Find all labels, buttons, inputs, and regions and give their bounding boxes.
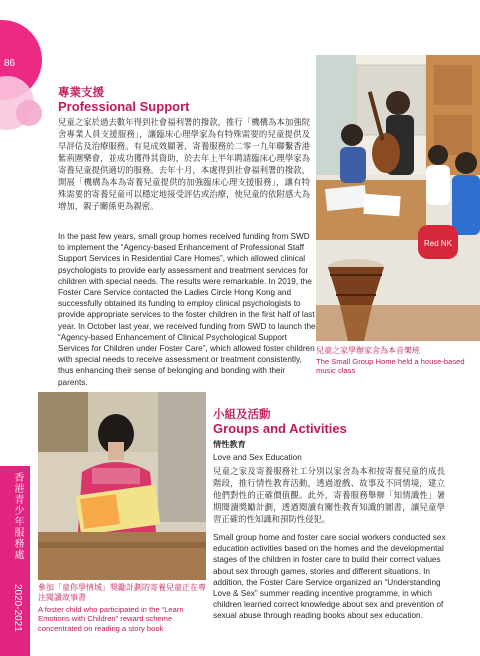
sidebar-year: 2020-2021 [12,584,23,632]
section2-title-cn: 小組及活動 [213,407,271,421]
sidebar-band [0,466,30,656]
photo1-caption-en: The Small Group Home held a house-based music class [316,357,465,376]
section1-title-en: Professional Support [58,99,190,114]
section2-title-en: Groups and Activities [213,421,347,436]
drum-label: Red NK [424,239,453,248]
section2-body-en: Small group home and foster care social workers conducted sex education activities based on the homes and the developmental stages of the children in foster care to build their correct values about sex through games, stories and different situations. In addition, the Foster Care Service organized an “Understanding Love & Sex” summer reading incentive programme, in which children learned correct knowledge about sex and prevention of sexual abuse through reading books about sex education. [213,533,446,621]
section2-subtitle-en: Love and Sex Education [213,453,302,462]
section2-body-cn: 兒童之家及寄養服務社工分別以家舍為本和按寄養兒童的成長階段，推行情性教育活動，透過遊戲、故事及不同情境，建立他們對性的正確價值觀。此外，寄養服務舉辦「知情識性」暑期閱讀獎勵計劃，透過閱讀有關性教育知識的圖書，讓兒童學習正確的性知識和預防性侵犯。 [213,466,445,524]
page-number: 86 [4,58,16,69]
reading-child-photo [38,392,206,580]
music-class-photo [316,55,480,341]
sidebar-org-name: 香港青少年服務處 [12,472,23,560]
section2-subtitle-cn: 情性教育 [213,439,246,449]
reading-child-illustration [38,392,206,580]
section1-title-cn: 專業支援 [58,85,104,99]
photo2-caption-en: A foster child who participated in the “Learn Emotions with Children” reward scheme concentrated on reading a story book [38,605,184,633]
section1-body-en: In the past few years, small group homes received funding from SWD to implement the “Agency-based Enhancement of Professional Staff Support Services in Residential Care Homes”, which allowed clinical psychologists to provide early assessment and treatment services for children with special needs. The results were remarkable. In 2019, the Foster Care Service contacted the Ladies Circle Hong Kong and successfully obtained its funding to employ clinical psychologists to provide appropriate services to the foster children in the first half of last year. In October last year, we received funding from SWD to launch the “Agency-based Enhancement of Clinical Psychological Support Services for Children under Foster Care”, which allowed foster children with special needs to receive assessment or treatment consistently, thus enhancing their sense of belonging and bonding with their parents. [58,232,316,387]
music-class-illustration [316,55,480,341]
section1-body-cn: 兒童之家於過去數年得到社會福利署的撥款，推行「機構為本加強院舍專業人員支援服務」，讓臨床心理學家為有特殊需要的兒童提供及早評估及治療服務。有見成效顯著，寄養服務於二零一九年聯繫香港紫荊圍樂會，並成功獲得其資助，於去年上半年聘請臨床心理學家為寄養兒童提供適切的服務。去年十月，本處得到社會福利署的撥款，開展「機構為本為寄養兒童提供的加強臨床心理支援服務」，讓有特殊需要的寄養兒童可以穩定地接受評估或治療，使兒童的依附感大為增加，親子關係更為親密。 [58,117,310,211]
decorative-circle-small [16,100,42,126]
photo2-caption-cn: 參加「童你學情域」獎勵計劃的寄養兒童正在專注閱讀故事書 [38,583,206,602]
photo1-caption-cn: 兒童之家學辦家舍為本音樂班 [316,346,420,355]
